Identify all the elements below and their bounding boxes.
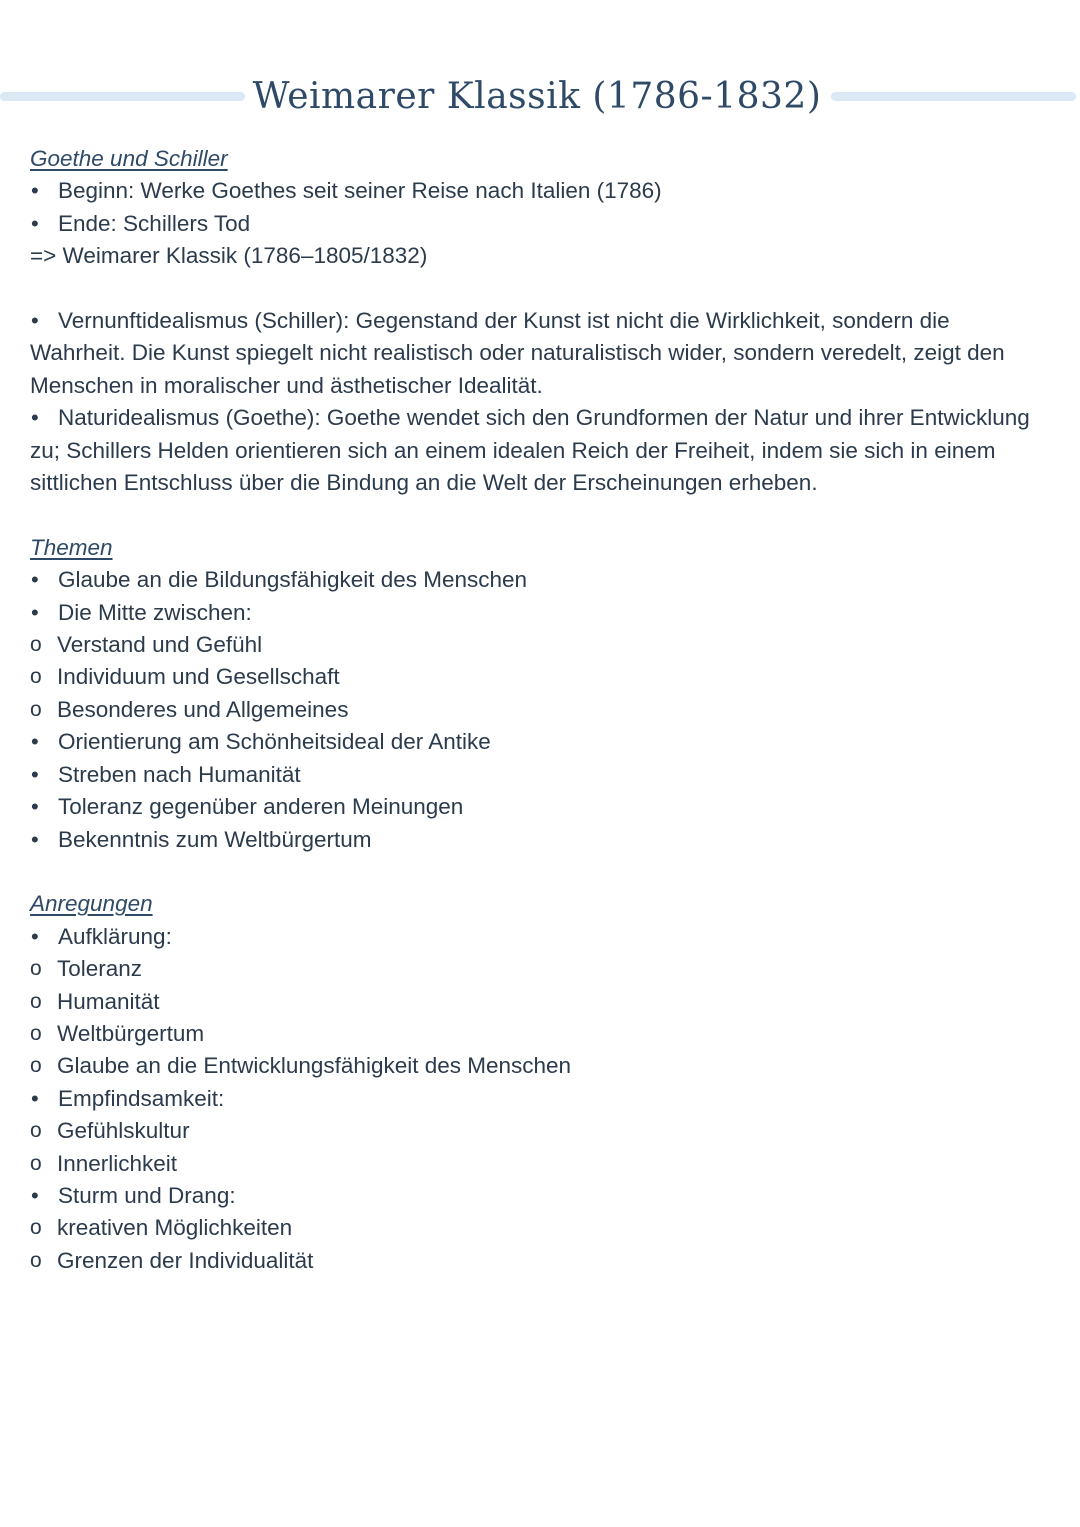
list-item-text: Toleranz [57,956,143,982]
list-item [30,208,1030,240]
conclusion-line: => Weimarer Klassik (1786–1805/1832) [30,243,428,269]
list-item-text: Glaube an die Entwicklungsfähigkeit des Menschen [57,1053,572,1079]
list-item-text: Innerlichkeit [57,1150,178,1176]
list-item-text: kreativen Möglichkeiten [57,1215,293,1241]
list-item [30,986,1030,1018]
document-body [30,143,1030,1277]
bullet-marker: • [31,210,39,236]
sub-bullet-marker: o [30,1054,42,1078]
bullet-marker: • [31,405,39,431]
section-heading-themen: Themen [30,534,113,560]
list-item [30,1018,1030,1050]
list-item [30,1180,1030,1212]
list-item-text: Individuum und Gesellschaft [57,664,340,690]
title-divider-left [0,92,245,101]
sub-bullet-marker: o [30,989,42,1013]
list-item-text: Humanität [57,988,160,1014]
list-item [30,791,1030,823]
bullet-marker: • [31,794,39,820]
list-item-text: Glaube an die Bildungsfähigkeit des Menschen [58,567,528,593]
list-item [30,921,1030,953]
sub-bullet-marker: o [30,665,42,689]
list-item [30,175,1030,207]
list-item-text: Grenzen der Individualität [57,1247,314,1273]
list-item-text: Bekenntnis zum Weltbürgertum [58,826,372,852]
list-item [30,661,1030,693]
bullet-marker: • [31,761,39,787]
list-item-text: Die Mitte zwischen: [58,599,252,625]
list-item [30,726,1030,758]
section-heading-anregungen: Anregungen [30,891,153,917]
sub-bullet-marker: o [30,957,42,981]
list-item-text: Besonderes und Allgemeines [57,696,349,722]
bullet-marker: • [31,308,39,334]
list-item [30,1083,1030,1115]
list-item-text: Aufklärung: [58,923,172,949]
paragraph-text: Naturidealismus (Goethe): Goethe wendet sich den Grundformen der Natur und ihrer Entwicklung zu; Schillers Helden orientieren sich an einem idealen Reich der Freiheit, indem sie sich in einem sittlichen Entschluss über die Bindung an die Welt der Erscheinungen erheben. [30,405,1030,496]
list-item-text: Empfindsamkeit: [58,1085,225,1111]
sub-bullet-marker: o [30,1216,42,1240]
list-item [30,1148,1030,1180]
list-item [30,759,1030,791]
bullet-marker: • [31,567,39,593]
bullet-marker: • [31,826,39,852]
list-item [30,564,1030,596]
list-item [30,629,1030,661]
list-item-text: Verstand und Gefühl [57,632,263,658]
list-item-text: Toleranz gegenüber anderen Meinungen [58,794,464,820]
list-item-text: Ende: Schillers Tod [58,210,251,236]
paragraph-vernunftidealismus [30,305,1030,402]
list-item [30,694,1030,726]
list-item-text: Sturm und Drang: [58,1182,236,1208]
list-item [30,1050,1030,1082]
bullet-marker: • [31,1182,39,1208]
list-item [30,953,1030,985]
sub-bullet-marker: o [30,1151,42,1175]
list-item [30,824,1030,856]
sub-bullet-marker: o [30,633,42,657]
list-item [30,1245,1030,1277]
list-item-text: Beginn: Werke Goethes seit seiner Reise nach Italien (1786) [58,178,662,204]
list-item [30,1212,1030,1244]
page-title: Weimarer Klassik (1786-1832) [252,75,822,117]
bullet-marker: • [31,1085,39,1111]
section-heading-goethe-schiller: Goethe und Schiller [30,146,228,171]
list-item [30,597,1030,629]
bullet-marker: • [31,178,39,204]
title-banner [0,70,1080,122]
bullet-marker: • [31,923,39,949]
list-item-text: Orientierung am Schönheitsideal der Antike [58,729,491,755]
title-divider-right [831,92,1076,101]
sub-bullet-marker: o [30,1021,42,1045]
bullet-marker: • [31,729,39,755]
sub-bullet-marker: o [30,697,42,721]
sub-bullet-marker: o [30,1119,42,1143]
list-item-text: Streben nach Humanität [58,761,301,787]
bullet-marker: • [31,599,39,625]
sub-bullet-marker: o [30,1248,42,1272]
list-item-text: Weltbürgertum [57,1020,205,1046]
list-item [30,1115,1030,1147]
list-item-text: Gefühlskultur [57,1118,190,1144]
paragraph-naturidealismus [30,402,1030,499]
paragraph-text: Vernunftidealismus (Schiller): Gegenstand der Kunst ist nicht die Wirklichkeit, sondern die Wahrheit. Die Kunst spiegelt nicht realistisch oder naturalistisch wider, sondern veredelt, zeigt den Menschen in moralischer und ästhetischer Idealität. [30,308,1005,398]
